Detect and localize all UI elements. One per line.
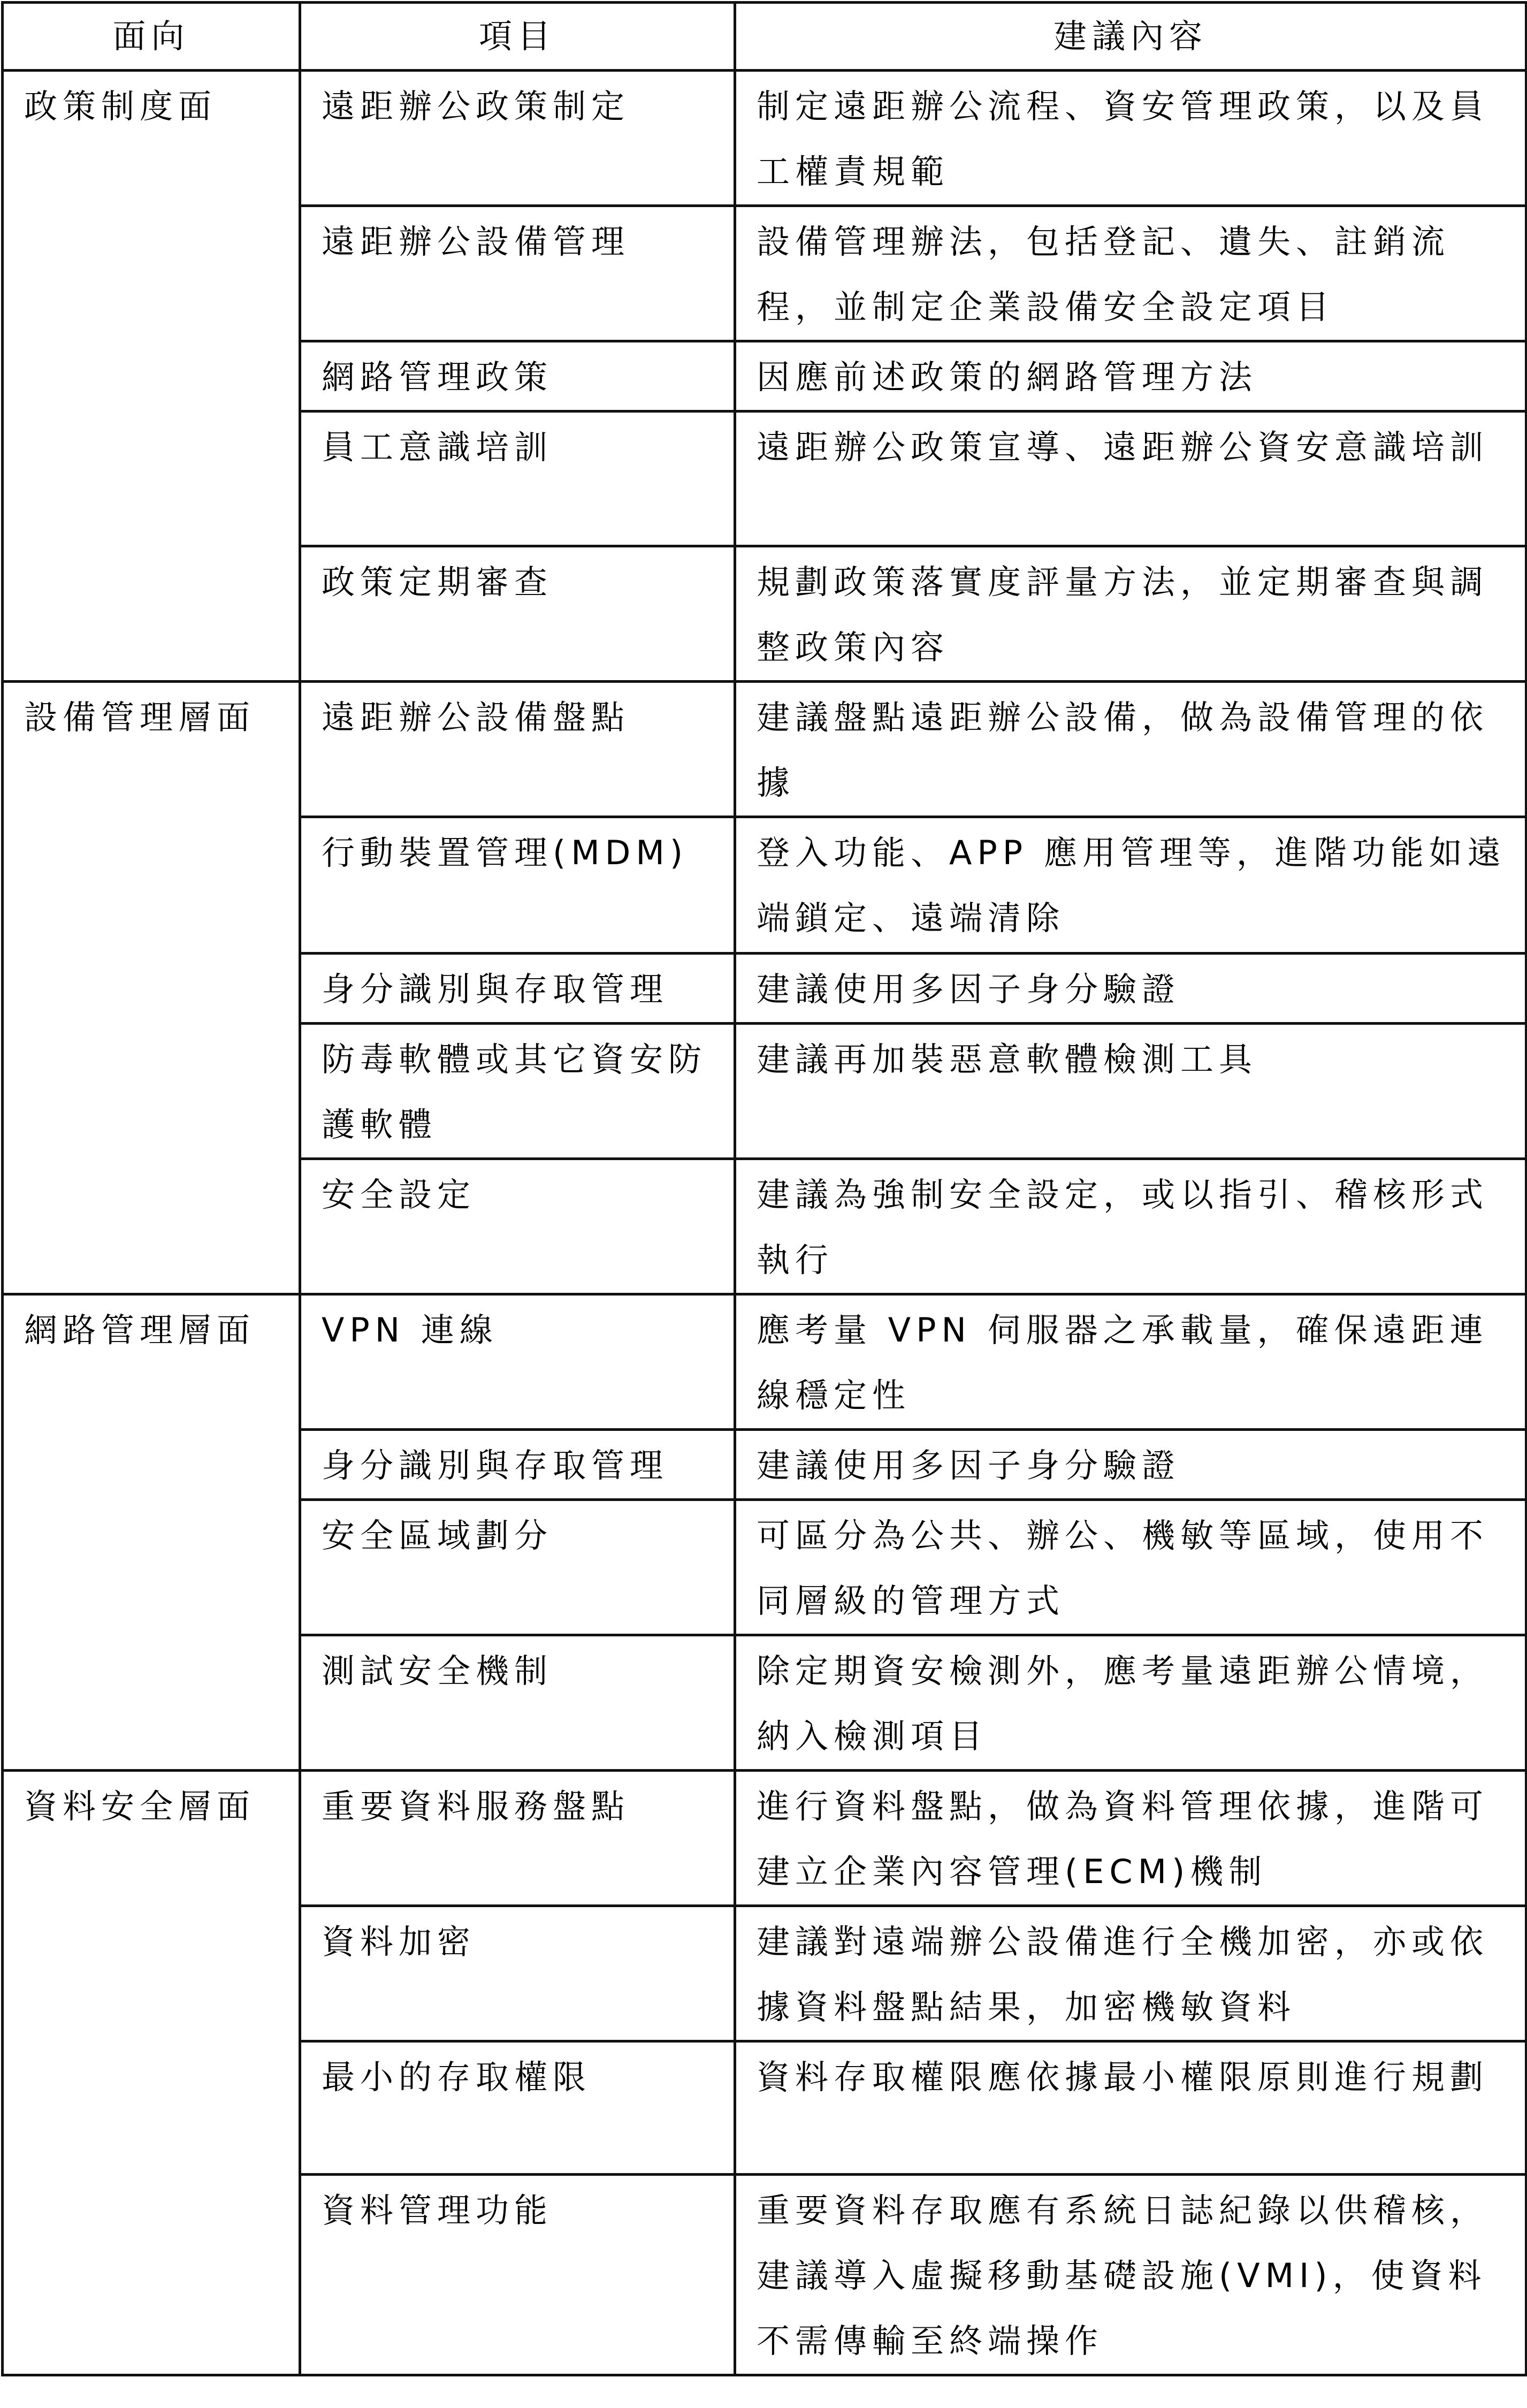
- content-cell: 資料存取權限應依據最小權限原則進行規劃: [735, 2041, 1526, 2175]
- table-row: [3, 71, 1526, 206]
- content-cell: 制定遠距辦公流程、資安管理政策，以及員工權責規範: [735, 71, 1526, 206]
- content-cell: 除定期資安檢測外，應考量遠距辦公情境，納入檢測項目: [735, 1635, 1526, 1771]
- content-cell: 應考量 VPN 伺服器之承載量，確保遠距連線穩定性: [735, 1294, 1526, 1430]
- header-aspect: 面向: [3, 3, 300, 71]
- content-cell: 建議對遠端辦公設備進行全機加密，亦或依據資料盤點結果，加密機敏資料: [735, 1906, 1526, 2041]
- item-cell: 行動裝置管理(MDM): [300, 817, 735, 954]
- content-cell: 建議使用多因子身分驗證: [735, 1430, 1526, 1500]
- content-cell: 登入功能、APP 應用管理等，進階功能如遠端鎖定、遠端清除: [735, 817, 1526, 954]
- content-cell: 可區分為公共、辦公、機敏等區域，使用不同層級的管理方式: [735, 1500, 1526, 1635]
- item-cell: 資料管理功能: [300, 2175, 735, 2375]
- table-row: [3, 1294, 1526, 1430]
- aspect-cell: 資料安全層面: [3, 1771, 300, 2375]
- content-cell: 重要資料存取應有系統日誌紀錄以供稽核，建議導入虛擬移動基礎設施(VMI)，使資料不需傳輸至終端操作: [735, 2175, 1526, 2375]
- item-cell: 網路管理政策: [300, 341, 735, 412]
- table-row: [3, 682, 1526, 817]
- item-cell: 安全設定: [300, 1159, 735, 1294]
- item-cell: 身分識別與存取管理: [300, 1430, 735, 1500]
- item-cell: 遠距辦公政策制定: [300, 71, 735, 206]
- content-cell: 建議為強制安全設定，或以指引、稽核形式執行: [735, 1159, 1526, 1294]
- item-cell: 遠距辦公設備管理: [300, 206, 735, 341]
- item-cell: VPN 連線: [300, 1294, 735, 1430]
- aspect-cell: 設備管理層面: [3, 682, 300, 1294]
- content-cell: 進行資料盤點，做為資料管理依據，進階可建立企業內容管理(ECM)機制: [735, 1771, 1526, 1906]
- item-cell: 安全區域劃分: [300, 1500, 735, 1635]
- content-cell: 建議盤點遠距辦公設備，做為設備管理的依據: [735, 682, 1526, 817]
- item-cell: 員工意識培訓: [300, 412, 735, 546]
- item-cell: 測試安全機制: [300, 1635, 735, 1771]
- item-cell: 身分識別與存取管理: [300, 954, 735, 1024]
- header-content: 建議內容: [735, 3, 1526, 71]
- content-cell: 規劃政策落實度評量方法，並定期審查與調整政策內容: [735, 546, 1526, 682]
- aspect-cell: 網路管理層面: [3, 1294, 300, 1771]
- aspect-cell: 政策制度面: [3, 71, 300, 682]
- recommendation-table: [1, 1, 1527, 2376]
- content-cell: 設備管理辦法，包括登記、遺失、註銷流程，並制定企業設備安全設定項目: [735, 206, 1526, 341]
- item-cell: 最小的存取權限: [300, 2041, 735, 2175]
- content-cell: 遠距辦公政策宣導、遠距辦公資安意識培訓: [735, 412, 1526, 546]
- table-body: [3, 71, 1526, 2375]
- item-cell: 政策定期審查: [300, 546, 735, 682]
- table-header-row: [3, 3, 1526, 71]
- header-item: 項目: [300, 3, 735, 71]
- item-cell: 遠距辦公設備盤點: [300, 682, 735, 817]
- item-cell: 資料加密: [300, 1906, 735, 2041]
- table-row: [3, 1771, 1526, 1906]
- content-cell: 建議再加裝惡意軟體檢測工具: [735, 1024, 1526, 1159]
- item-cell: 防毒軟體或其它資安防護軟體: [300, 1024, 735, 1159]
- item-cell: 重要資料服務盤點: [300, 1771, 735, 1906]
- content-cell: 因應前述政策的網路管理方法: [735, 341, 1526, 412]
- content-cell: 建議使用多因子身分驗證: [735, 954, 1526, 1024]
